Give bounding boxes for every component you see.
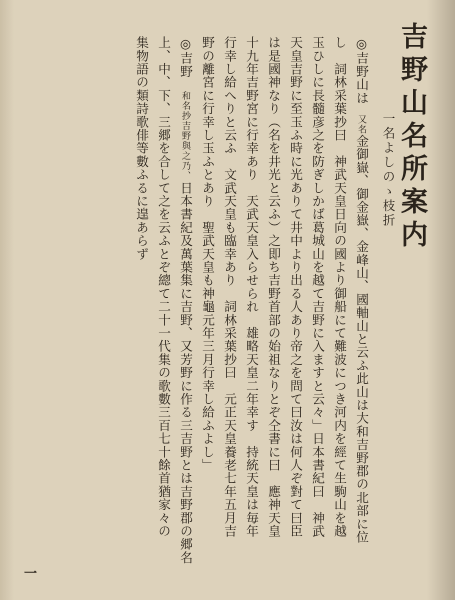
wamyosho-note: 和名抄吉野與之乃、: [180, 91, 190, 182]
text-run: 吉野山は: [354, 51, 369, 105]
text-column-1: [354, 36, 367, 544]
text-column-7: 行幸し給へりと云ふ 文武天皇も臨幸あり 詞林采葉抄曰 元正天皇養老七年五月吉: [222, 36, 237, 538]
text-column-11: 集物語の類詩歌俳等數ふるに遑あらず: [134, 36, 149, 261]
page-edge-shadow: [0, 0, 14, 600]
text-column-9: [178, 36, 191, 564]
page-number: 一: [21, 566, 36, 579]
text-column-4: 天皇吉野に至玉ふ時に光ありて井中より出る人あり帝之を問て曰汝は何人ぞ對て曰臣: [288, 36, 303, 538]
bullet-mark: ◎: [354, 36, 369, 52]
text-run: 日本書紀及萬葉集に吉野、又芳野に作る三吉野とは吉野郡の郷名: [178, 181, 193, 565]
text-column-2: し 詞林采葉抄曰 神武天皇日向の國より御船にて難波につき河内を經て生駒山を越: [332, 36, 347, 538]
alt-names-note: 又名: [356, 104, 366, 135]
page-title: 吉野山名所案内: [396, 22, 427, 253]
text-column-10: 上、中、下、三郷を合して之を云ふとぞ總て二十一代集の歌數三百七十餘首猶家々の: [156, 36, 171, 538]
text-run: 金御嶽、御金嶽、金峰山、國軸山と云ふ此山は大和吉野郡の北部に位: [354, 134, 369, 544]
bullet-mark: ◎: [178, 36, 193, 52]
text-column-3: 玉ひしに長髓彦之を防ぎしかば葛城山を越て吉野に入ますと云々」日本書紀曰 神武: [310, 36, 325, 538]
text-column-6: 十九年吉野宮に行幸あり 天武天皇入らせられ 雄略天皇二年幸す 持統天皇は毎年: [244, 36, 259, 538]
text-column-5: は是國神なり（名を井光と云ふ）之即ち吉野首部の始祖なりとぞ仝書に曰 應神天皇: [266, 36, 281, 538]
text-run: 吉野: [178, 51, 193, 92]
page-subtitle: 一名よしのゝ枝折: [381, 112, 396, 228]
page-gutter-shadow: [427, 0, 455, 600]
text-column-8: 野の離宮に行幸し玉ふとあり 聖武天皇も神龜元年三月行幸し給ふよし」: [200, 36, 215, 472]
